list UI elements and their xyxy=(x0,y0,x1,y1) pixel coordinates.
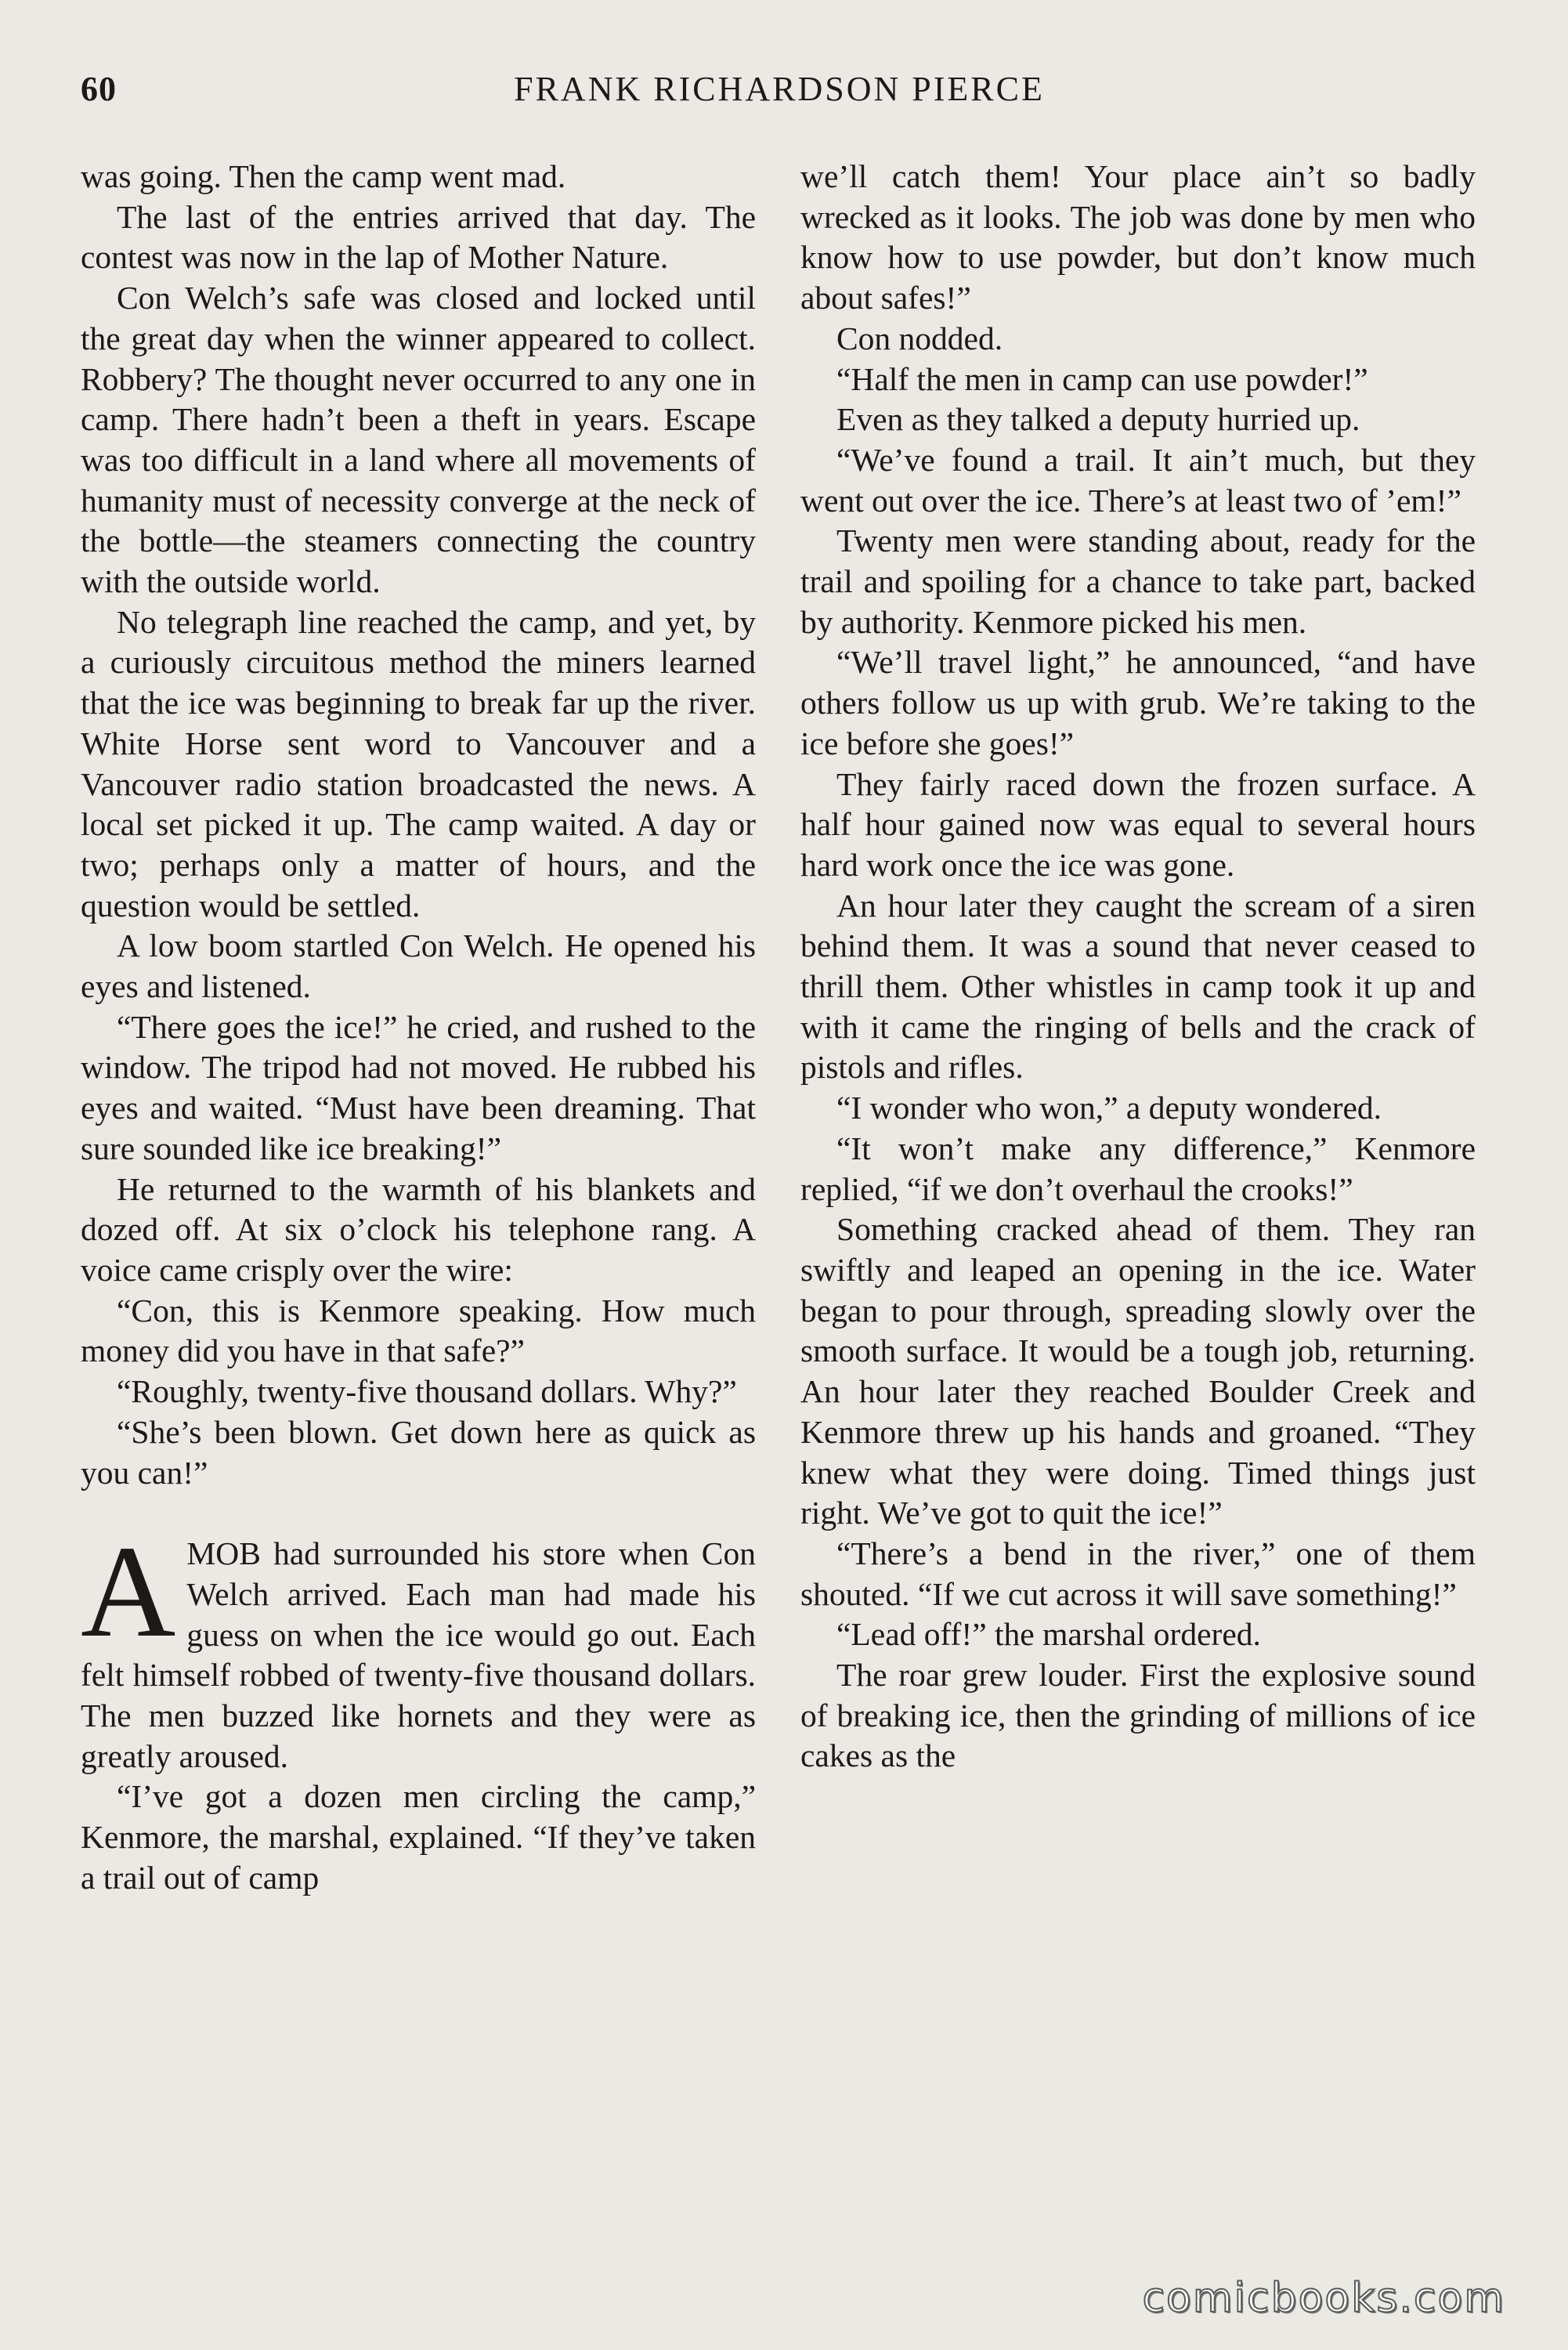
dropcap-paragraph xyxy=(81,1519,756,1777)
paragraph: “She’s been blown. Get down here as quick as you can!” xyxy=(81,1413,756,1491)
paragraph: “There goes the ice!” he cried, and rushed to the window. The tripod had not moved. He rubbed his eyes and waited. “Must have been dreaming. That sure sounded like ice breaking!” xyxy=(81,1008,756,1166)
paragraph: “Roughly, twenty-five thousand dollars. Why?” xyxy=(117,1373,737,1410)
dropcap-paragraph-text: MOB had surrounded his store when Con Welch arrived. Each man had made his guess on when the ice would go out. Each felt himself robbed of twenty-five thousand dollars. The men buzzed like hornets and they were as greatly aroused. xyxy=(81,1535,756,1774)
paragraph: No telegraph line reached the camp, and yet, by a curiously circuitous method the miners learned that the ice was beginning to break far up the river. White Horse sent word to Vancouver and a Vancouver radio station broadcasted the news. A local set picked it up. The camp waited. A day or two; perhaps only a matter of hours, and the question would be settled. xyxy=(81,603,756,924)
watermark-logo: comicbooks.com xyxy=(1142,2275,1505,2322)
running-head: FRANK RICHARDSON PIERCE xyxy=(514,70,1045,108)
paragraph: was going. Then the camp went mad. xyxy=(81,158,566,194)
page-number: 60 xyxy=(81,70,117,108)
page-header xyxy=(81,69,1478,116)
paragraph: we’ll catch them! Your place ain’t so badly wrecked as it looks. The job was done by men who know how to use powder, but don’t know much about safes!” xyxy=(800,158,1476,316)
paragraph: “We’ve found a trail. It ain’t much, but they went out over the ice. There’s at least two of ’em!” xyxy=(800,441,1476,519)
paragraph: “It won’t make any difference,” Kenmore replied, “if we don’t overhaul the crooks!” xyxy=(800,1130,1476,1207)
paragraph: An hour later they caught the scream of a siren behind them. It was a sound that never ceased to thrill them. Other whistles in camp took it up and with it came the ringing of bells and the crack of pistols and rifles. xyxy=(800,887,1476,1086)
drop-cap-initial: A xyxy=(81,1519,176,1665)
paragraph: The roar grew louder. First the explosive sound of breaking ice, then the grinding of millions of ice cakes as the xyxy=(800,1657,1476,1774)
paragraph: “Con, this is Kenmore speaking. How much money did you have in that safe?” xyxy=(81,1292,756,1369)
paragraph: A low boom startled Con Welch. He opened his eyes and listened. xyxy=(81,927,756,1005)
paragraph: Even as they talked a deputy hurried up. xyxy=(836,401,1360,438)
paragraph: Con nodded. xyxy=(836,320,1003,356)
paragraph: “Half the men in camp can use powder!” xyxy=(836,360,1368,397)
paragraph: “I wonder who won,” a deputy wondered. xyxy=(836,1090,1382,1126)
paragraph: “We’ll travel light,” he announced, “and have others follow us up with grub. We’re taking to the ice before she goes!” xyxy=(800,644,1476,761)
left-column xyxy=(81,157,756,1899)
paragraph: “Lead off!” the marshal ordered. xyxy=(836,1616,1261,1653)
paragraph: Twenty men were standing about, ready for the trail and spoiling for a chance to take part, backed by authority. Kenmore picked his men. xyxy=(800,522,1476,640)
paragraph: “I’ve got a dozen men circling the camp,” Kenmore, the marshal, explained. “If they’ve taken a trail out of camp xyxy=(81,1778,756,1896)
paragraph: They fairly raced down the frozen surface. A half hour gained now was equal to several hours hard work once the ice was gone. xyxy=(800,765,1476,883)
section-break xyxy=(81,1493,756,1534)
paragraph: He returned to the warmth of his blankets and dozed off. At six o’clock his telephone rang. A voice came crisply over the wire: xyxy=(81,1170,756,1288)
paragraph: “There’s a bend in the river,” one of them shouted. “If we cut across it will save something!” xyxy=(800,1535,1476,1612)
paragraph: Something cracked ahead of them. They ran swiftly and leaped an opening in the ice. Water began to pour through, spreading slowly over the smooth surface. It would be a tough job, returning. An hour later they reached Boulder Creek and Kenmore threw up his hands and groaned. “They knew what they were doing. Timed things just right. We’ve got to quit the ice!” xyxy=(800,1211,1476,1531)
paragraph: Con Welch’s safe was closed and locked until the great day when the winner appeared to collect. Robbery? The thought never occurred to any one in camp. There hadn’t been a theft in years. Escape was too difficult in a land where all movements of humanity must of necessity converge at the neck of the bottle—the steamers connecting the country with the outside world. xyxy=(81,280,756,600)
paragraph: The last of the entries arrived that day. The contest was now in the lap of Mother Nature. xyxy=(81,198,756,276)
right-column xyxy=(800,157,1476,1777)
